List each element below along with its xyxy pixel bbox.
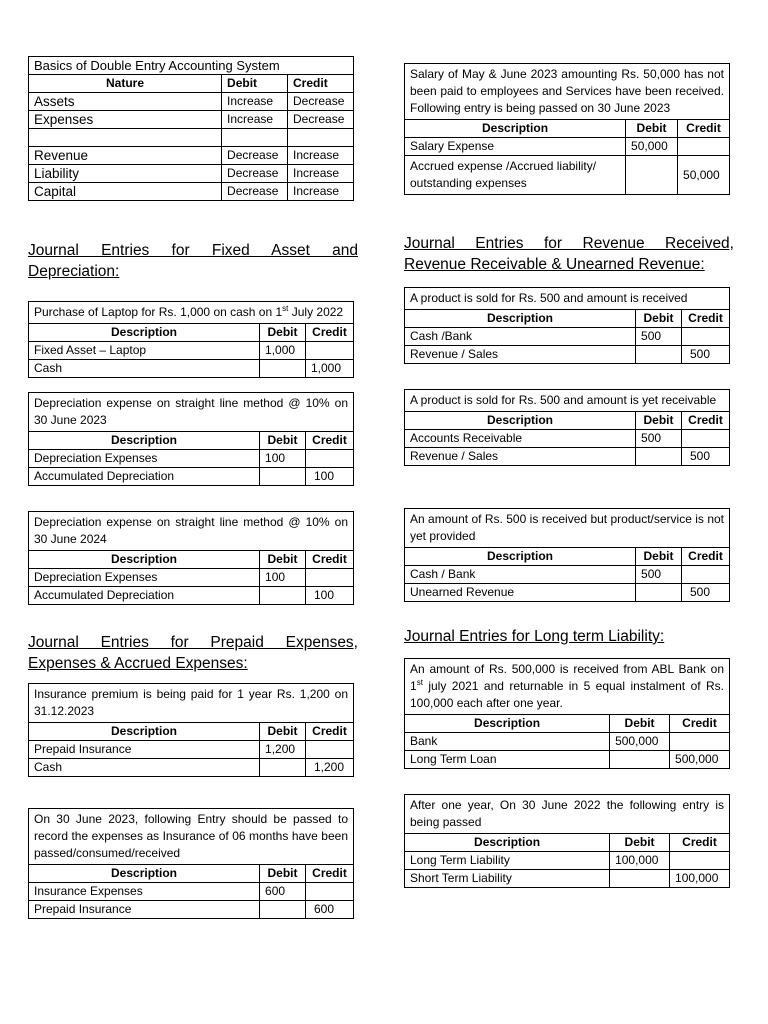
header-debit: Debit [610, 834, 670, 852]
table-row [405, 870, 730, 888]
credit-cell [678, 138, 730, 156]
credit-cell [306, 741, 354, 759]
table-row [29, 93, 354, 111]
table-row [405, 430, 730, 448]
journal-table [28, 301, 354, 378]
debit-cell: Decrease [222, 165, 288, 183]
table-row [29, 587, 354, 605]
debit-cell: 1,000 [260, 342, 306, 360]
credit-cell [670, 733, 730, 751]
table-row [405, 584, 730, 602]
blank-row [29, 129, 354, 147]
debit-cell [260, 901, 306, 919]
credit-cell [682, 430, 730, 448]
header-credit: Credit [305, 551, 353, 569]
desc-cell: Long Term Loan [405, 751, 610, 769]
entry-unearned [404, 508, 730, 602]
nature-cell: Expenses [29, 111, 222, 129]
entry-salary [404, 63, 730, 195]
debit-cell: 600 [260, 883, 306, 901]
debit-cell: 1,200 [260, 741, 306, 759]
debit-cell: 100 [260, 569, 306, 587]
table-row [29, 468, 354, 486]
table-row [29, 165, 354, 183]
debit-cell: Increase [222, 111, 288, 129]
desc-cell: Cash [29, 759, 260, 777]
header-description: Description [29, 865, 260, 883]
header-debit: Debit [610, 715, 670, 733]
basics-table [28, 56, 354, 201]
desc-cell: Cash /Bank [405, 328, 636, 346]
journal-table [404, 794, 730, 888]
credit-cell: 100 [305, 587, 353, 605]
header-credit: Credit [678, 120, 730, 138]
header-debit: Debit [636, 310, 682, 328]
header-credit: Credit [682, 412, 730, 430]
header-debit: Debit [260, 723, 306, 741]
header-credit: Credit [670, 834, 730, 852]
entry-intro: An amount of Rs. 500 is received but product/service is not yet provided [405, 509, 730, 548]
credit-cell: 600 [306, 901, 354, 919]
desc-cell: Depreciation Expenses [29, 450, 260, 468]
header-credit: Credit [682, 310, 730, 328]
basics-table-block [28, 56, 354, 201]
entry-intro: A product is sold for Rs. 500 and amount is yet receivable [405, 390, 730, 412]
credit-cell [306, 883, 354, 901]
journal-table [404, 63, 730, 195]
desc-cell: Cash [29, 360, 260, 378]
journal-table [28, 511, 354, 605]
basics-header-nature: Nature [29, 75, 222, 93]
credit-cell: 100 [305, 468, 353, 486]
journal-table [28, 392, 354, 486]
credit-cell: Increase [288, 165, 354, 183]
entry-dep-2023 [28, 392, 354, 486]
table-row [405, 448, 730, 466]
table-row [29, 342, 354, 360]
header-description: Description [405, 715, 610, 733]
desc-cell: Accounts Receivable [405, 430, 636, 448]
entry-intro: Insurance premium is being paid for 1 year Rs. 1,200 on 31.12.2023 [29, 684, 354, 723]
debit-cell: 50,000 [626, 138, 678, 156]
entry-sale-cash [404, 287, 730, 364]
debit-cell [636, 584, 682, 602]
debit-cell [626, 156, 678, 195]
desc-cell: Cash / Bank [405, 566, 636, 584]
intro-text: July 2022 [288, 305, 344, 319]
journal-table [28, 808, 354, 919]
credit-cell [670, 852, 730, 870]
entry-intro: A product is sold for Rs. 500 and amount is received [405, 288, 730, 310]
credit-cell [305, 569, 353, 587]
journal-table [404, 287, 730, 364]
heading-prepaid: Journal Entries for Prepaid Expenses, Expenses & Accrued Expenses: [28, 634, 358, 672]
intro-sup: st [416, 678, 423, 687]
debit-cell [260, 587, 306, 605]
debit-cell: 500 [636, 430, 682, 448]
table-row [405, 751, 730, 769]
entry-dep-2024 [28, 511, 354, 605]
debit-cell: 100 [260, 450, 306, 468]
header-debit: Debit [260, 324, 306, 342]
header-credit: Credit [682, 548, 730, 566]
desc-cell: Prepaid Insurance [29, 901, 260, 919]
desc-cell: Accumulated Depreciation [29, 587, 260, 605]
header-description: Description [405, 834, 610, 852]
entry-reclass [404, 794, 730, 888]
header-description: Description [405, 548, 636, 566]
debit-cell [636, 346, 682, 364]
table-row [405, 346, 730, 364]
header-description: Description [405, 120, 626, 138]
entry-laptop [28, 301, 354, 378]
basics-header-credit: Credit [288, 75, 354, 93]
table-row [29, 759, 354, 777]
table-row [29, 569, 354, 587]
header-description: Description [405, 310, 636, 328]
credit-cell: 1,000 [306, 360, 354, 378]
debit-cell: Decrease [222, 147, 288, 165]
debit-cell: Increase [222, 93, 288, 111]
table-row [29, 883, 354, 901]
heading-fixed-asset: Journal Entries for Fixed Asset and Depreciation: [28, 242, 358, 280]
credit-cell [682, 328, 730, 346]
nature-cell: Assets [29, 93, 222, 111]
desc-cell: Fixed Asset – Laptop [29, 342, 260, 360]
heading-long-term: Journal Entries for Long term Liability: [404, 628, 665, 645]
header-description: Description [29, 432, 260, 450]
header-credit: Credit [306, 723, 354, 741]
debit-cell [260, 468, 306, 486]
debit-cell: Decrease [222, 183, 288, 201]
desc-cell: Unearned Revenue [405, 584, 636, 602]
journal-table [404, 389, 730, 466]
basics-title: Basics of Double Entry Accounting System [29, 57, 354, 75]
entry-sale-receivable [404, 389, 730, 466]
credit-cell: 500,000 [670, 751, 730, 769]
debit-cell: 500 [636, 328, 682, 346]
table-row [29, 360, 354, 378]
debit-cell [610, 751, 670, 769]
header-credit: Credit [670, 715, 730, 733]
table-row [29, 111, 354, 129]
desc-cell: Accrued expense /Accrued liability/ outstanding expenses [405, 156, 626, 195]
entry-loan [404, 658, 730, 769]
header-debit: Debit [260, 865, 306, 883]
credit-cell: 100,000 [670, 870, 730, 888]
table-row [405, 566, 730, 584]
header-description: Description [29, 551, 260, 569]
desc-cell: Prepaid Insurance [29, 741, 260, 759]
debit-cell: 500 [636, 566, 682, 584]
entry-intro: After one year, On 30 June 2022 the following entry is being passed [405, 795, 730, 834]
desc-cell: Salary Expense [405, 138, 626, 156]
table-row [29, 183, 354, 201]
header-debit: Debit [626, 120, 678, 138]
basics-header-debit: Debit [222, 75, 288, 93]
desc-cell: Revenue / Sales [405, 448, 636, 466]
desc-cell: Insurance Expenses [29, 883, 260, 901]
journal-table [404, 658, 730, 769]
desc-cell: Depreciation Expenses [29, 569, 260, 587]
credit-cell: 500 [682, 448, 730, 466]
entry-intro [29, 302, 354, 324]
header-description: Description [29, 723, 260, 741]
credit-cell: Decrease [288, 111, 354, 129]
desc-cell: Short Term Liability [405, 870, 610, 888]
header-credit: Credit [306, 865, 354, 883]
debit-cell [260, 360, 306, 378]
journal-table [28, 683, 354, 777]
table-row [405, 852, 730, 870]
desc-cell: Bank [405, 733, 610, 751]
header-credit: Credit [306, 324, 354, 342]
table-row [405, 156, 730, 195]
intro-text: july 2021 and returnable in 5 equal instalment of Rs. 100,000 each after one year. [410, 679, 724, 710]
entry-intro: Depreciation expense on straight line method @ 10% on 30 June 2023 [29, 393, 354, 432]
credit-cell: 50,000 [678, 156, 730, 195]
entry-intro [405, 659, 730, 715]
table-row [405, 733, 730, 751]
debit-cell [636, 448, 682, 466]
header-debit: Debit [636, 412, 682, 430]
credit-cell: 500 [682, 584, 730, 602]
debit-cell: 500,000 [610, 733, 670, 751]
debit-cell [610, 870, 670, 888]
credit-cell: 1,200 [306, 759, 354, 777]
nature-cell: Liability [29, 165, 222, 183]
credit-cell: Increase [288, 183, 354, 201]
heading-revenue: Journal Entries for Revenue Received, Revenue Receivable & Unearned Revenue: [404, 235, 734, 273]
journal-table [404, 508, 730, 602]
header-debit: Debit [636, 548, 682, 566]
header-description: Description [29, 324, 260, 342]
header-debit: Debit [260, 432, 306, 450]
header-description: Description [405, 412, 636, 430]
credit-cell [682, 566, 730, 584]
credit-cell [306, 342, 354, 360]
intro-text: Purchase of Laptop for Rs. 1,000 on cash on 1 [34, 305, 283, 319]
header-credit: Credit [305, 432, 353, 450]
table-row [29, 147, 354, 165]
table-row [405, 138, 730, 156]
header-debit: Debit [260, 551, 306, 569]
entry-insurance-expense [28, 808, 354, 919]
table-row [29, 901, 354, 919]
table-row [405, 328, 730, 346]
entry-intro: Depreciation expense on straight line method @ 10% on 30 June 2024 [29, 512, 354, 551]
desc-cell: Long Term Liability [405, 852, 610, 870]
table-row [29, 741, 354, 759]
table-row [29, 450, 354, 468]
desc-cell: Revenue / Sales [405, 346, 636, 364]
nature-cell: Capital [29, 183, 222, 201]
nature-cell: Revenue [29, 147, 222, 165]
credit-cell [305, 450, 353, 468]
debit-cell [260, 759, 306, 777]
desc-cell: Accumulated Depreciation [29, 468, 260, 486]
debit-cell: 100,000 [610, 852, 670, 870]
credit-cell: Increase [288, 147, 354, 165]
entry-intro: On 30 June 2023, following Entry should be passed to record the expenses as Insurance of 06 months have been passed/consumed/received [29, 809, 354, 865]
intro-sup: st [282, 304, 289, 313]
credit-cell: 500 [682, 346, 730, 364]
entry-intro: Salary of May & June 2023 amounting Rs. 50,000 has not been paid to employees and Services have been received. Following entry is being passed on 30 June 2023 [405, 64, 730, 120]
credit-cell: Decrease [288, 93, 354, 111]
entry-insurance-paid [28, 683, 354, 777]
intro-text: An amount of Rs. 500,000 is received from ABL Bank on 1 [410, 662, 724, 693]
